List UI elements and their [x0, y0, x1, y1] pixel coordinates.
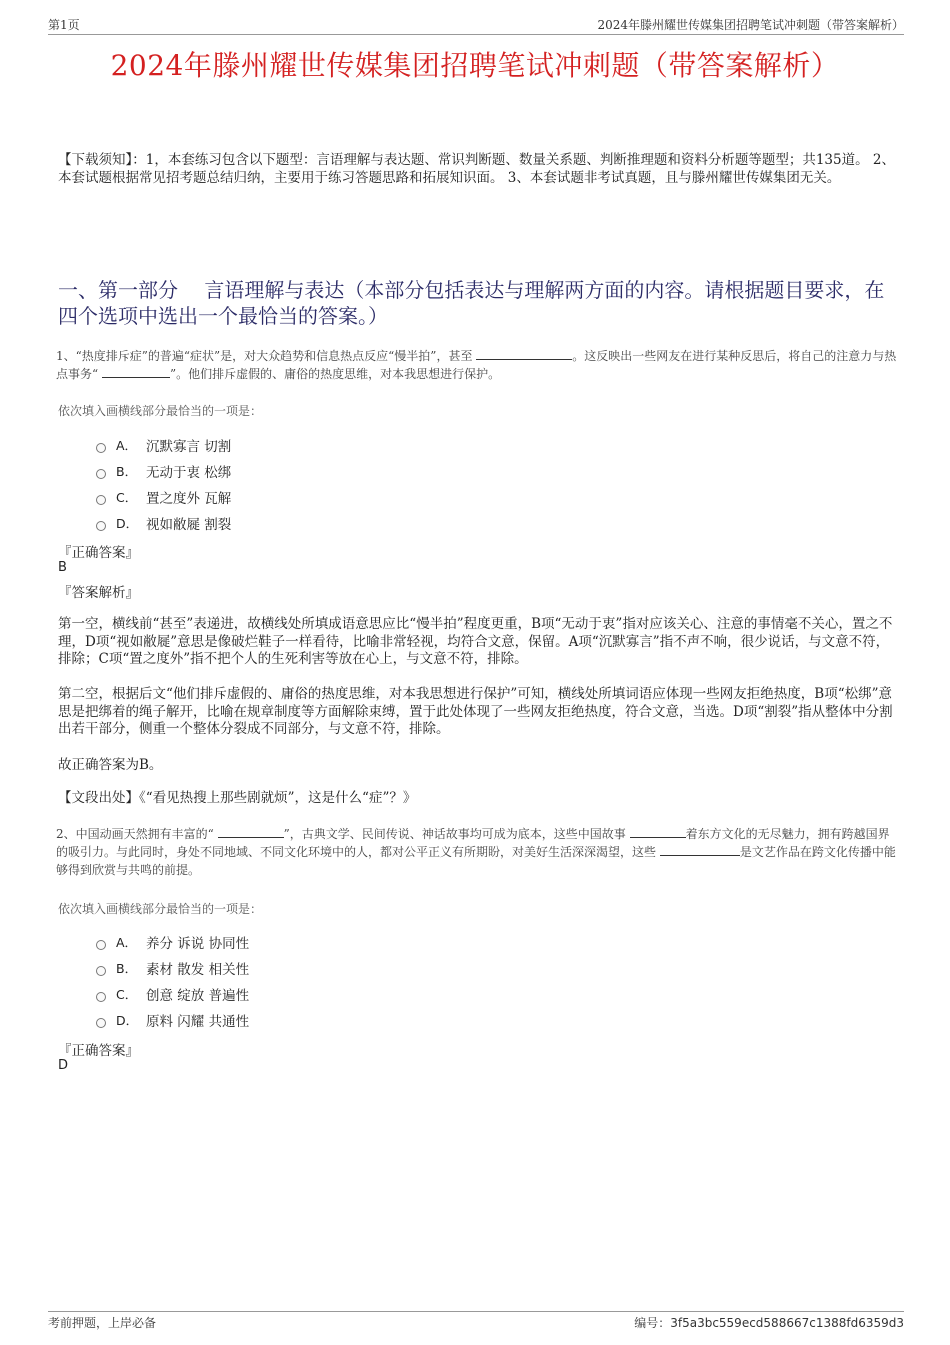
answer-blank — [630, 825, 686, 838]
option-b[interactable]: B． 素材 散发 相关性 — [96, 955, 249, 981]
answer-blank — [218, 825, 284, 838]
question-2-text — [56, 825, 900, 879]
page-number: 第1页 — [48, 18, 80, 32]
question-2-options — [96, 929, 249, 1033]
document-title: 2024年滕州耀世传媒集团招聘笔试冲刺题（带答案解析） — [110, 49, 840, 82]
question-2-part1: 2、中国动画天然拥有丰富的“ — [56, 827, 214, 841]
page-header — [48, 14, 904, 35]
question-2-part3: 着东方文化的无尽魅力，拥有跨越国界的吸引力。与此同时，身处不同地域、不同文化环境中的人，都对公平正义有所期盼，对美好生活深深渴望，这些 — [56, 827, 890, 859]
question-1-prompt: 依次填入画横线部分最恰当的一项是： — [58, 404, 263, 418]
analysis-label: 『答案解析』 — [58, 585, 139, 601]
question-1-options — [96, 432, 231, 536]
footer-divider — [48, 1311, 904, 1312]
analysis-paragraph-2: 第二空，根据后文“他们排斥虚假的、庸俗的热度思维，对本我思想进行保护”可知，横线处所填词语应体现一些网友拒绝热度，B项“松绑”意思是把绑着的绳子解开，比喻在规章制度等方面解除束缚，置于此处体现了一些网友拒绝热度，符合文意，当选。D项“割裂”指从整体中分割出若干部分，侧重一个整体分裂成不同部分，与文意不符，排除。 — [58, 686, 893, 737]
radio-icon[interactable] — [96, 1018, 106, 1028]
radio-icon[interactable] — [96, 469, 106, 479]
analysis-conclusion: 故正确答案为B。 — [58, 757, 163, 773]
question-2-prompt: 依次填入画横线部分最恰当的一项是： — [58, 902, 263, 916]
question-1-part2: 。这反映出一些网友在进行某种反思后，将自己的注意力与热点事务“ — [56, 349, 897, 381]
radio-icon[interactable] — [96, 992, 106, 1002]
question-2-part2: ”，古典文学、民间传说、神话故事均可成为底本，这些中国故事 — [283, 827, 626, 841]
question-1-text — [56, 347, 900, 383]
question-2-part4: 是文艺作品在跨文化传播中能够得到欣赏与共鸣的前提。 — [56, 845, 896, 877]
footer-slogan: 考前押题，上岸必备 — [48, 1316, 157, 1330]
option-d[interactable]: D． 视如敝屣 割裂 — [96, 510, 231, 536]
radio-icon[interactable] — [96, 443, 106, 453]
correct-answer-label: 『正确答案』 — [58, 1043, 139, 1059]
option-a[interactable]: A． 沉默寡言 切割 — [96, 432, 231, 458]
header-doc-title: 2024年滕州耀世传媒集团招聘笔试冲刺题（带答案解析） — [597, 18, 904, 32]
analysis-paragraph-1: 第一空，横线前“甚至”表递进，故横线处所填成语意思应比“慢半拍”程度更重，B项“无动于衷”指对应该关心、注意的事情毫不关心，置之不理，D项“视如敝屣”意思是像破烂鞋子一样看待，比喻非常轻视，均符合文意，保留。A项“沉默寡言”指不声不响，很少说话，与文意不符，排除；C项“置之度外”指不把个人的生死利害等放在心上，与文意不符，排除。 — [58, 616, 893, 667]
radio-icon[interactable] — [96, 495, 106, 505]
answer-blank — [476, 347, 572, 360]
correct-answer: B — [58, 560, 67, 575]
option-c[interactable]: C． 创意 绽放 普遍性 — [96, 981, 249, 1007]
question-1-part3: ”。他们排斥虚假的、庸俗的热度思维，对本我思想进行保护。 — [169, 367, 501, 381]
answer-blank — [660, 843, 740, 856]
download-notice: 【下载须知】：1，本套练习包含以下题型：言语理解与表达题、常识判断题、数量关系题、判断推理题和资料分析题等题型；共135道。 2、本套试题根据常见招考题总结归纳，主要用于练习答题思路和拓展知识面。 3、本套试题非考试真题，且与滕州耀世传媒集团无关。 — [58, 152, 895, 186]
question-1-part1: 1、“热度排斥症”的普遍“症状”是，对大众趋势和信息热点反应“慢半拍”，甚至 — [56, 349, 473, 363]
correct-answer-label: 『正确答案』 — [58, 545, 139, 561]
option-a[interactable]: A． 养分 诉说 协同性 — [96, 929, 249, 955]
source-citation: 【文段出处】《“看见热搜上那些剧就烦”，这是什么“症”？》 — [58, 790, 417, 806]
serial-label: 编号： — [634, 1316, 671, 1330]
radio-icon[interactable] — [96, 521, 106, 531]
section-title: 一、第一部分 言语理解与表达（本部分包括表达与理解两方面的内容。请根据题目要求，在四个选项中选出一个最恰当的答案。） — [58, 278, 885, 328]
radio-icon[interactable] — [96, 940, 106, 950]
option-d[interactable]: D． 原料 闪耀 共通性 — [96, 1007, 249, 1033]
correct-answer: D — [58, 1058, 69, 1073]
option-c[interactable]: C． 置之度外 瓦解 — [96, 484, 231, 510]
serial-code: 3f5a3bc559ecd588667c1388fd6359d3 — [670, 1316, 904, 1330]
answer-blank — [102, 365, 170, 378]
option-b[interactable]: B． 无动于衷 松绑 — [96, 458, 231, 484]
footer-serial — [634, 1314, 904, 1331]
radio-icon[interactable] — [96, 966, 106, 976]
